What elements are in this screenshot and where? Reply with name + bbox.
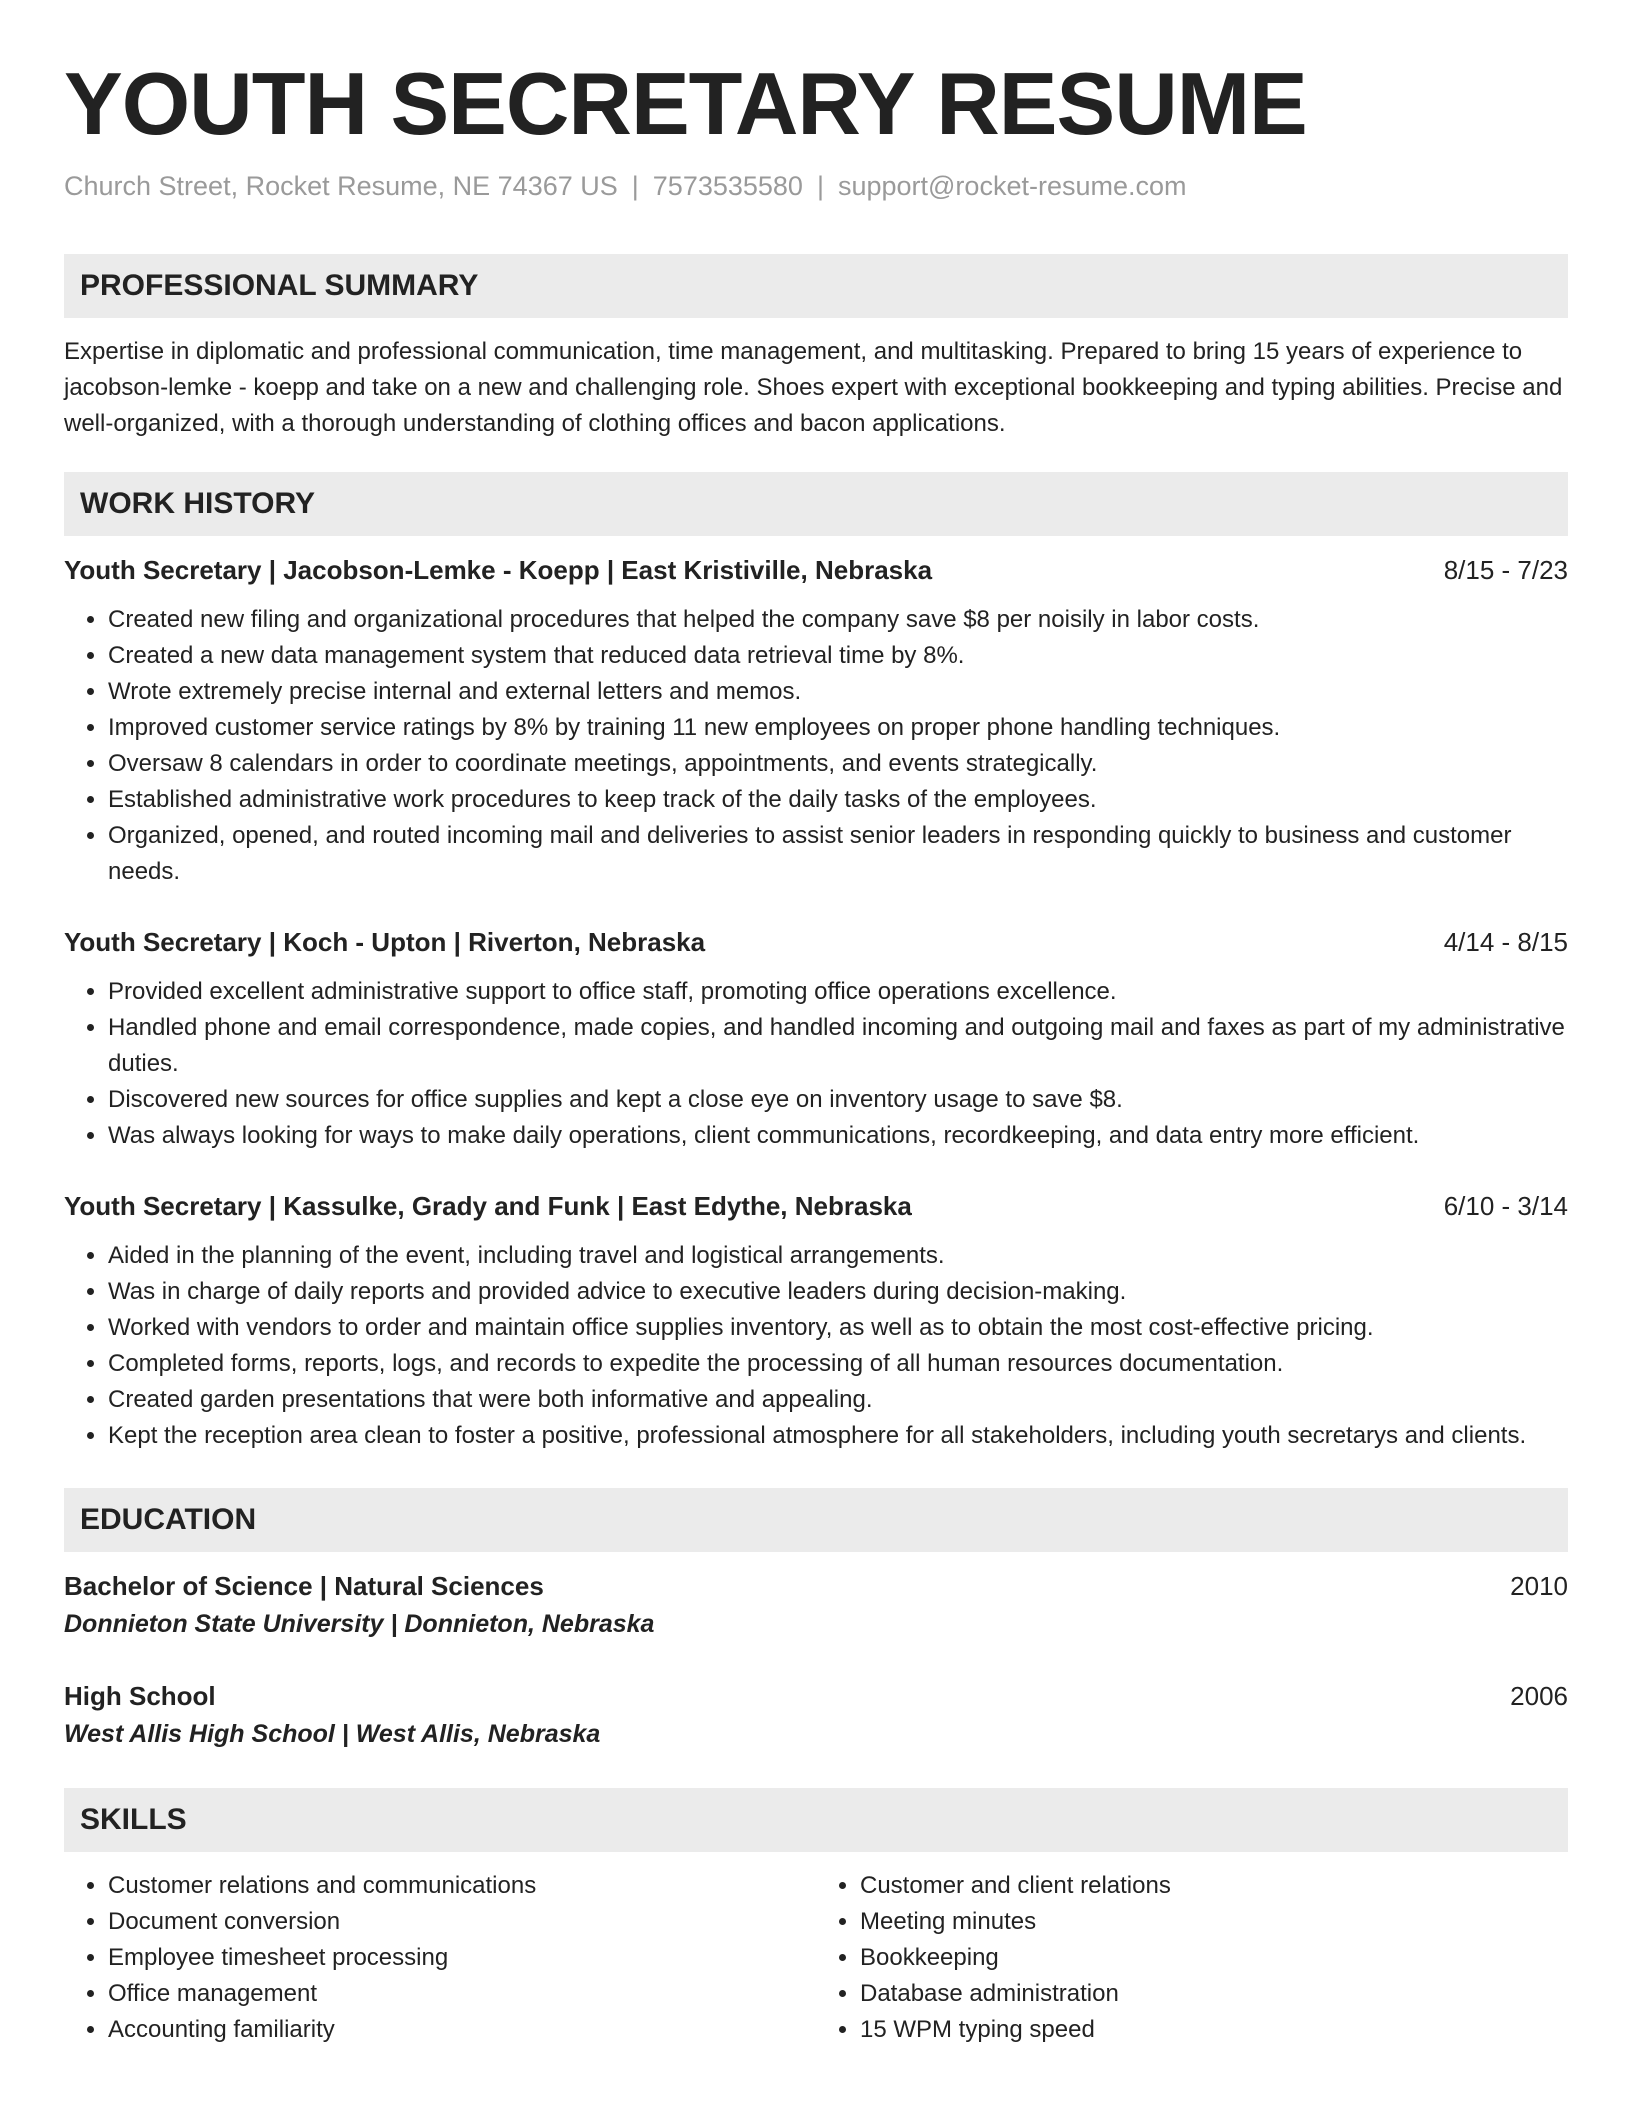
job-bullets bbox=[64, 974, 1568, 1154]
skill-item: • Document conversion bbox=[108, 1904, 816, 1940]
job-header bbox=[64, 924, 1568, 960]
contact-separator: | bbox=[816, 171, 824, 201]
skills-column-left bbox=[64, 1868, 816, 2048]
skills-column-right bbox=[816, 1868, 1568, 2048]
job-entry bbox=[64, 552, 1568, 890]
job-dates: 6/10 - 3/14 bbox=[1443, 1191, 1568, 1221]
education-school: Donnieton State University | Donnieton, Nebraska bbox=[64, 1610, 655, 1638]
job-bullet: • Organized, opened, and routed incoming mail and deliveries to assist senior leaders in responding quickly to business and customer needs. bbox=[108, 818, 1568, 890]
job-bullet: • Completed forms, reports, logs, and records to expedite the processing of all human resources documentation. bbox=[108, 1346, 1568, 1382]
job-bullet: • Created garden presentations that were both informative and appealing. bbox=[108, 1382, 1568, 1418]
section-heading-education: EDUCATION bbox=[64, 1488, 1568, 1552]
job-bullet: • Oversaw 8 calendars in order to coordinate meetings, appointments, and events strategically. bbox=[108, 746, 1568, 782]
job-bullet: • Aided in the planning of the event, including travel and logistical arrangements. bbox=[108, 1238, 1568, 1274]
job-bullet: • Wrote extremely precise internal and external letters and memos. bbox=[108, 674, 1568, 710]
job-bullet: • Worked with vendors to order and maintain office supplies inventory, as well as to obtain the most cost-effective pricing. bbox=[108, 1310, 1568, 1346]
education-school: West Allis High School | West Allis, Nebraska bbox=[64, 1720, 601, 1748]
education-header bbox=[64, 1678, 1568, 1714]
education-header bbox=[64, 1568, 1568, 1604]
job-bullet: • Created new filing and organizational procedures that helped the company save $8 per noisily in labor costs. bbox=[108, 602, 1568, 638]
skill-item: • Employee timesheet processing bbox=[108, 1940, 816, 1976]
job-header bbox=[64, 1188, 1568, 1224]
contact-email: support@rocket-resume.com bbox=[837, 171, 1187, 201]
skill-item: • Office management bbox=[108, 1976, 816, 2012]
summary-text: Expertise in diplomatic and professional communication, time management, and multitasking. Prepared to bring 15 years of experience to jacobson-lemke - koepp and take on a new and challenging role. Shoes expert with exceptional bookkeeping and typing abilities. Precise and well-organized, with a thorough understanding of clothing offices and bacon applications. bbox=[64, 338, 1563, 437]
skill-item: • Accounting familiarity bbox=[108, 2012, 816, 2048]
skill-item: • Database administration bbox=[860, 1976, 1568, 2012]
contact-separator: | bbox=[631, 171, 639, 201]
education-entry bbox=[64, 1568, 1568, 1644]
skill-item: • Customer and client relations bbox=[860, 1868, 1568, 1904]
job-bullet: • Was always looking for ways to make daily operations, client communications, recordkeeping, and data entry more efficient. bbox=[108, 1118, 1568, 1154]
contact-address: Church Street, Rocket Resume, NE 74367 US bbox=[64, 171, 618, 201]
contact-line bbox=[64, 166, 1568, 206]
job-entry bbox=[64, 1188, 1568, 1454]
section-heading-summary: PROFESSIONAL SUMMARY bbox=[64, 254, 1568, 318]
job-bullet: • Established administrative work procedures to keep track of the daily tasks of the employees. bbox=[108, 782, 1568, 818]
education-year: 2010 bbox=[1510, 1571, 1568, 1601]
contact-phone: 7573535580 bbox=[652, 171, 803, 201]
education-degree: High School bbox=[64, 1681, 216, 1711]
section-heading-skills: SKILLS bbox=[64, 1788, 1568, 1852]
skill-item: • Bookkeeping bbox=[860, 1940, 1568, 1976]
job-title: Youth Secretary | Koch - Upton | Riverton, Nebraska bbox=[64, 927, 706, 957]
job-bullet: • Handled phone and email correspondence, made copies, and handled incoming and outgoing mail and faxes as part of my administrative duties. bbox=[108, 1010, 1568, 1082]
job-entry bbox=[64, 924, 1568, 1154]
job-bullet: • Provided excellent administrative support to office staff, promoting office operations excellence. bbox=[108, 974, 1568, 1010]
education-year: 2006 bbox=[1510, 1681, 1568, 1711]
job-title: Youth Secretary | Jacobson-Lemke - Koepp | East Kristiville, Nebraska bbox=[64, 555, 933, 585]
job-header bbox=[64, 552, 1568, 588]
job-bullet: • Kept the reception area clean to foster a positive, professional atmosphere for all stakeholders, including youth secretarys and clients. bbox=[108, 1418, 1568, 1454]
job-bullets bbox=[64, 602, 1568, 890]
skills-list bbox=[64, 1868, 1568, 2048]
education-entry bbox=[64, 1678, 1568, 1754]
education-degree: Bachelor of Science | Natural Sciences bbox=[64, 1571, 544, 1601]
job-title: Youth Secretary | Kassulke, Grady and Funk | East Edythe, Nebraska bbox=[64, 1191, 912, 1221]
section-heading-work-history: WORK HISTORY bbox=[64, 472, 1568, 536]
job-bullet: • Was in charge of daily reports and provided advice to executive leaders during decision-making. bbox=[108, 1274, 1568, 1310]
resume-title: YOUTH SECRETARY RESUME bbox=[64, 54, 1307, 153]
job-bullets bbox=[64, 1238, 1568, 1454]
job-dates: 8/15 - 7/23 bbox=[1443, 555, 1568, 585]
job-bullet: • Improved customer service ratings by 8% by training 11 new employees on proper phone handling techniques. bbox=[108, 710, 1568, 746]
skill-item: • 15 WPM typing speed bbox=[860, 2012, 1568, 2048]
skill-item: • Customer relations and communications bbox=[108, 1868, 816, 1904]
job-dates: 4/14 - 8/15 bbox=[1443, 927, 1568, 957]
skill-item: • Meeting minutes bbox=[860, 1904, 1568, 1940]
job-bullet: • Created a new data management system that reduced data retrieval time by 8%. bbox=[108, 638, 1568, 674]
job-bullet: • Discovered new sources for office supplies and kept a close eye on inventory usage to save $8. bbox=[108, 1082, 1568, 1118]
